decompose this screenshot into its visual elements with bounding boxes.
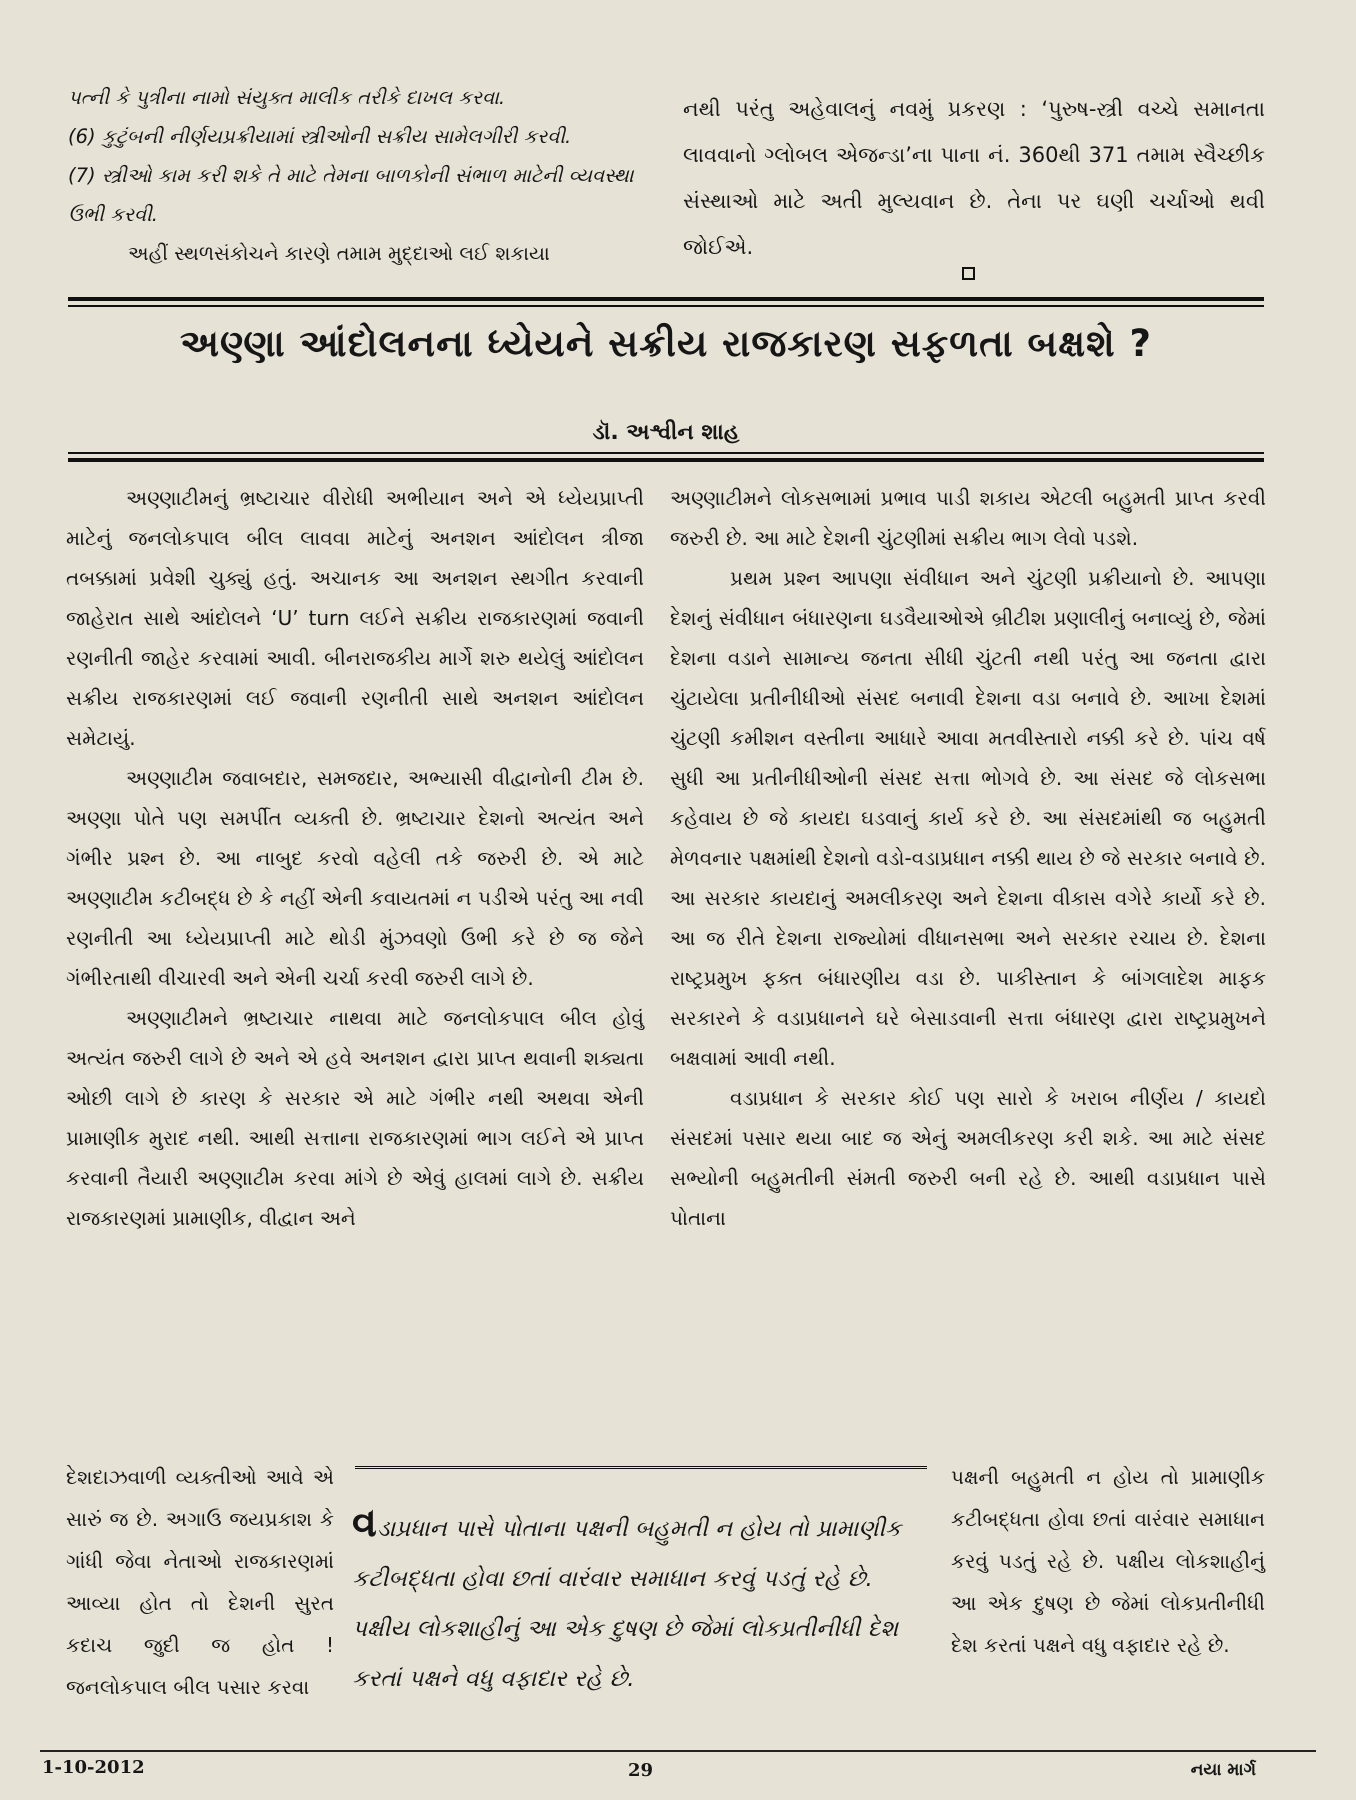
article-paragraph: અણ્ણાટીમ જવાબદાર, સમજદાર, અભ્યાસી વીદ્વાનોની ટીમ છે. અણ્ણા પોતે પણ સમર્પીત વ્યક્તી છે. ભ્રષ્ટાચાર દેશનો અત્યંત અને ગંભીર પ્રશ્ન છે. આ નાબુદ કરવો વહેલી તકે જરુરી છે. એ માટે અણ્ણાટીમ કટીબદ્ધ છે કે નહીં એની કવાયતમાં ન પડીએ પરંતુ આ નવી રણનીતી આ ધ્યેયપ્રાપ્તી માટે થોડી મુંઝવણો ઉભી કરે છે જ જેને ગંભીરતાથી વીચારવી અને એની ચર્ચા કરવી જરુરી લાગે છે. xyxy=(66,766,644,990)
previous-article-closing: અહીં સ્થળસંકોચને કારણે તમામ મુદ્દાઓ લઈ શકાયા xyxy=(128,242,550,265)
pull-quote-text: ડાપ્રધાન પાસે પોતાના પક્ષની બહુમતી ન હોય તો પ્રામાણીક કટીબદ્ધતા હોવા છતાં વારંવાર સમાધાન કરવું પડતું રહે છે. પક્ષીય લોકશાહીનું આ એક દુષણ છે જેમાં લોકપ્રતીનીધી દેશ કરતાં પક્ષને વધુ વફાદાર રહે છે. xyxy=(352,1516,902,1692)
pull-quote-rule xyxy=(355,1466,927,1469)
article-right-column xyxy=(670,478,1266,1238)
article-paragraph: અણ્ણાટીમને ભ્રષ્ટાચાર નાથવા માટે જનલોકપાલ બીલ હોવું અત્યંત જરુરી લાગે છે અને એ હવે અનશન દ્વારા પ્રાપ્ત થવાની શક્યતા ઓછી લાગે છે કારણ કે સરકાર એ માટે ગંભીર નથી અથવા એની પ્રામાણીક મુરાદ નથી. આથી સત્તાના રાજકારણમાં ભાગ લઈને એ પ્રાપ્ત કરવાની તૈયારી અણ્ણાટીમ કરવા માંગે છે એવું હાલમાં લાગે છે. સક્રીય રાજકારણમાં પ્રામાણીક, વીદ્વાન અને xyxy=(66,1006,644,1230)
article-right-narrow-column xyxy=(951,1456,1265,1666)
pull-quote-dropcap: વ xyxy=(352,1500,377,1546)
article-paragraph: વડાપ્રધાન કે સરકાર કોઈ પણ સારો કે ખરાબ નીર્ણય / કાયદો સંસદમાં પસાર થયા બાદ જ એનું અમલીકરણ કરી શકે. આ માટે સંસદ સભ્યોની બહુમતીની સંમતી જરુરી બની રહે છે. આથી વડાપ્રધાન પાસે પોતાના xyxy=(670,1086,1266,1230)
previous-article-left-column xyxy=(68,78,646,273)
page-number: 29 xyxy=(628,1760,654,1781)
magazine-name: નયા માર્ગ xyxy=(1190,1760,1256,1780)
previous-article-line: (7) સ્ત્રીઓ કામ કરી શકે તે માટે તેમના બાળકોની સંભાળ માટેની વ્યવસ્થા ઉભી કરવી. xyxy=(68,164,634,226)
byline-rule-thick xyxy=(68,458,1264,462)
previous-article-text: નથી પરંતુ અહેવાલનું નવમું પ્રકરણ : ‘પુરુષ-સ્ત્રી વચ્ચે સમાનતા લાવવાનો ગ્લોબલ એજન્ડા’ના પાના નં. 360થી 371 તમામ સ્વૈચ્છીક સંસ્થાઓ માટે અતી મુલ્યવાન છે. તેના પર ઘણી ચર્ચાઓ થવી જોઈએ. xyxy=(683,97,1265,259)
issue-date: 1-10-2012 xyxy=(42,1757,145,1778)
previous-article-line: (6) કુટુંબની નીર્ણયપ્રક્રીયામાં સ્ત્રીઓની સક્રીય સામેલગીરી કરવી. xyxy=(68,125,572,148)
byline-rule-thin xyxy=(68,452,1264,454)
pull-quote xyxy=(352,1498,934,1704)
previous-article-right-column xyxy=(683,86,1265,270)
article-paragraph: અણ્ણાટીમનું ભ્રષ્ટાચાર વીરોધી અભીયાન અને એ ધ્યેયપ્રાપ્તી માટેનું જનલોકપાલ બીલ લાવવા માટેનું અનશન આંદોલન ત્રીજા તબક્કામાં પ્રવેશી ચુક્યું હતું. અચાનક આ અનશન સ્થગીત કરવાની જાહેરાત સાથે આંદોલને ‘U’ turn લઈને સક્રીય રાજકારણમાં જવાની રણનીતી જાહેર કરવામાં આવી. બીનરાજકીય માર્ગે શરુ થયેલું આંદોલન સક્રીય રાજકારણમાં લઈ જવાની રણનીતી સાથે અનશન આંદોલન સમેટાયું. xyxy=(66,486,644,750)
article-byline: ડૉ. અશ્વીન શાહ xyxy=(592,420,740,445)
article-left-column xyxy=(66,478,644,1238)
article-headline: અણ્ણા આંદોલનના ધ્યેયને સક્રીય રાજકારણ સફળતા બક્ષશે ? xyxy=(180,322,1152,365)
headline-top-rule xyxy=(68,297,1264,301)
article-paragraph: અણ્ણાટીમને લોકસભામાં પ્રભાવ પાડી શકાય એટલી બહુમતી પ્રાપ્ત કરવી જરુરી છે. આ માટે દેશની ચુંટણીમાં સક્રીય ભાગ લેવો પડશે. xyxy=(670,486,1266,550)
previous-article-line: પત્ની કે પુત્રીના નામો સંયુક્ત માલીક તરીકે દાખલ કરવા. xyxy=(68,86,506,109)
article-paragraph: દેશદાઝવાળી વ્યક્તીઓ આવે એ સારું જ છે. અગાઉ જયપ્રકાશ કે ગાંધી જેવા નેતાઓ રાજકારણમાં આવ્યા હોત તો દેશની સુરત કદાચ જુદી જ હોત ! જનલોકપાલ બીલ પસાર કરવા xyxy=(66,1465,334,1699)
article-end-mark xyxy=(962,267,975,280)
headline-top-rule-thin xyxy=(68,305,1264,307)
article-left-narrow-column xyxy=(66,1456,334,1708)
article-paragraph: પ્રથમ પ્રશ્ન આપણા સંવીધાન અને ચુંટણી પ્રક્રીયાનો છે. આપણા દેશનું સંવીધાન બંધારણના ઘડવૈયાઓએ બ્રીટીશ પ્રણાલીનું બનાવ્યું છે, જેમાં દેશના વડાને સામાન્ય જનતા સીધી ચુંટતી નથી પરંતુ આ જનતા દ્વારા ચુંટાયેલા પ્રતીનીધીઓ સંસદ બનાવી દેશના વડા બનાવે છે. આખા દેશમાં ચુંટણી કમીશન વસ્તીના આધારે આવા મતવીસ્તારો નક્કી કરે છે. પાંચ વર્ષ સુધી આ પ્રતીનીધીઓની સંસદ સત્તા ભોગવે છે. આ સંસદ જે લોકસભા કહેવાય છે જે કાયદા ઘડવાનું કાર્ય કરે છે. આ સંસદમાંથી જ બહુમતી મેળવનાર પક્ષમાંથી દેશનો વડો-વડાપ્રધાન નક્કી થાય છે જે સરકાર બનાવે છે. આ સરકાર કાયદાનું અમલીકરણ અને દેશના વીકાસ વગેરે કાર્યો કરે છે. આ જ રીતે દેશના રાજ્યોમાં વીધાનસભા અને સરકાર રચાય છે. દેશના રાષ્ટ્રપ્રમુખ ફક્ત બંધારણીય વડા છે. પાકીસ્તાન કે બાંગલાદેશ માફક સરકારને કે વડાપ્રધાનને ઘરે બેસાડવાની સત્તા બંધારણ દ્વારા રાષ્ટ્રપ્રમુખને બક્ષવામાં આવી નથી. xyxy=(670,566,1266,1070)
footer-rule xyxy=(40,1750,1316,1752)
article-paragraph: પક્ષની બહુમતી ન હોય તો પ્રામાણીક કટીબદ્ધતા હોવા છતાં વારંવાર સમાધાન કરવું પડતું રહે છે. પક્ષીય લોકશાહીનું આ એક દુષણ છે જેમાં લોકપ્રતીનીધી દેશ કરતાં પક્ષને વધુ વફાદાર રહે છે. xyxy=(951,1465,1265,1657)
